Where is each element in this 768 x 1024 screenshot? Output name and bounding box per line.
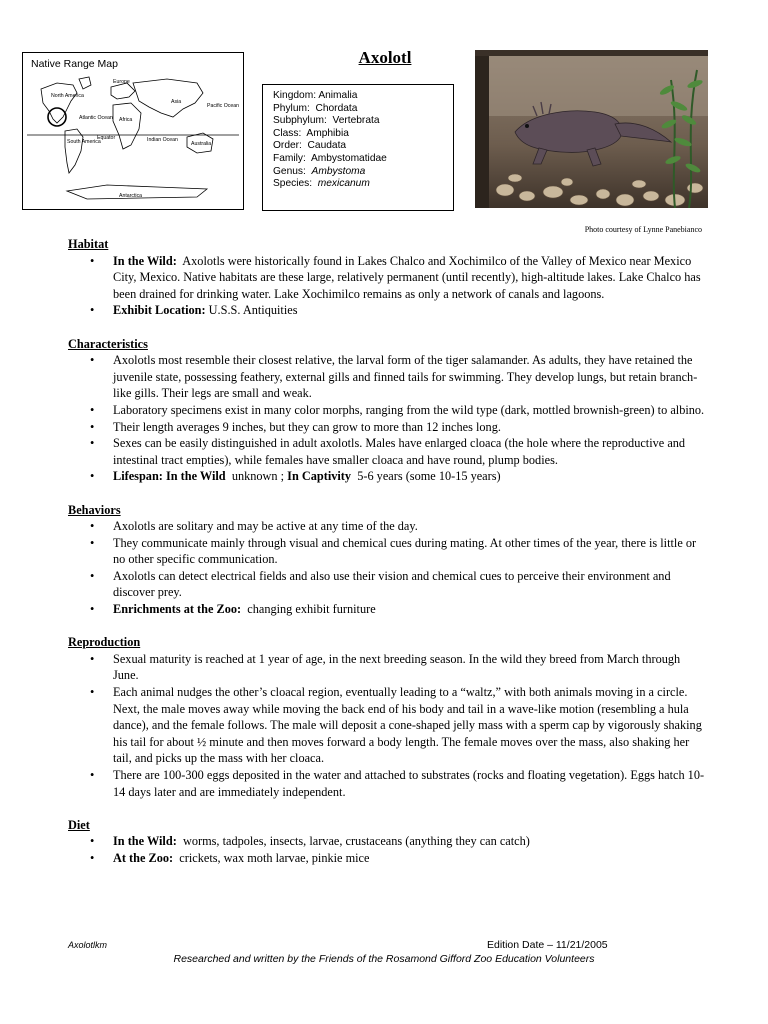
fact-sheet-body [68,236,708,883]
map-label-atlantic-ocean: Atlantic Ocean [79,115,113,121]
document-code: Axolotlkm [68,940,108,950]
africa-shape [113,103,141,149]
map-label-europe: Europe [113,79,130,85]
axolotl-photo [475,50,708,208]
habitat-exhibit-item: • Exhibit Location: U.S.S. Antiquities [68,302,708,319]
taxonomy-box [262,84,454,211]
taxonomy-row-class: Class: Amphibia [273,127,349,139]
heading-habitat: Habitat [68,237,109,251]
taxonomy-row-genus: Genus: Ambystoma [273,165,366,177]
diet-wild-item: • In the Wild: worms, tadpoles, insects, larvae, crustaceans (anything they can catch) [68,833,708,850]
south-america-shape [65,129,83,173]
taxonomy-row-order: Order: Caudata [273,140,347,152]
list-item: • Sexual maturity is reached at 1 year of age, in the next breeding season. In the wild they breed from March through June. [68,651,708,684]
heading-diet: Diet [68,817,90,832]
map-label-equator: Equator [97,135,116,141]
section-reproduction [68,634,708,800]
map-title: Native Range Map [31,58,118,70]
page-title: Axolotl [358,48,412,67]
diet-zoo-item: • At the Zoo: crickets, wax moth larvae, pinkie mice [68,850,708,867]
list-item: • Axolotls are solitary and may be active at any time of the day. [68,518,708,535]
list-item: • Their length averages 9 inches, but they can grow to more than 12 inches long. [68,419,708,436]
section-characteristics [68,336,708,485]
map-label-asia: Asia [171,99,182,105]
taxonomy-row-family: Family: Ambystomatidae [273,152,387,164]
list-item: • They communicate mainly through visual and chemical cues during mating. At other times of the year, there is little or no other specific communication. [68,535,708,568]
map-label-africa: Africa [119,117,133,123]
europe-shape [111,83,135,99]
lifespan-item: • Lifespan: In the Wild unknown ; In Captivity 5-6 years (some 10-15 years) [68,468,708,485]
list-item: • Each animal nudges the other’s cloacal region, eventually leading to a “waltz,” with both animals moving in a circle. Next, the male moves away while moving the back end of his body and tail in a wave-like motion (resembling a hula dance), and the female follows. The male will deposit a cone-shaped jelly mass with a sperm cap by vigorously shaking his tail for about ½ minute and then moves forward a body length. The female moves over the mass, also shaking her tail, and picks up the mass with her cloaca. [68,684,708,767]
photo-credit: Photo courtesy of Lynne Panebianco [584,225,702,234]
taxonomy-row-phylum: Phylum: Chordata [273,102,358,114]
heading-characteristics: Characteristics [68,336,148,351]
edition-date: Edition Date – 11/21/2005 [487,939,608,951]
list-item: • Axolotls most resemble their closest relative, the larval form of the tiger salamander. As adults, they have retained the juvenile state, possessing feathery, external gills and finned tails for swimming. They develop lungs, but retain branch-like gills. Their legs are small and weak. [68,352,708,402]
heading-behaviors: Behaviors [68,502,121,517]
section-behaviors [68,502,708,618]
map-label-indian-ocean: Indian Ocean [147,137,178,143]
greenland-shape [79,77,91,89]
asia-shape [133,79,203,117]
heading-reproduction: Reproduction [68,635,141,650]
enrichment-item: • Enrichments at the Zoo: changing exhibit furniture [68,601,708,618]
list-item: • Sexes can be easily distinguished in adult axolotls. Males have enlarged cloaca (the hole where the reproductive and intestinal tract empties), while females have smaller cloaca and have round, plump bodies. [68,435,708,468]
map-label-north-america: North America [51,93,84,99]
list-item: • Axolotls can detect electrical fields and also use their vision and chemical cues to perceive their environment and discover prey. [68,568,708,601]
taxonomy-row-kingdom: Kingdom: Animalia [273,90,358,101]
taxonomy-row-subphylum: Subphylum: Vertebrata [273,115,380,127]
habitat-wild-item: • In the Wild: Axolotls were historically found in Lakes Chalco and Xochimilco of the Valley of Mexico near Mexico City, Mexico. Native habitats are these large, relatively permanent (until recently), high-altitude lakes. Lake Chalco has been drained for drinking water. Lake Xochimilco remains as only a network of canals and lagoons. [68,253,708,303]
taxonomy-row-species: Species: mexicanum [273,178,370,190]
north-america-shape [41,83,77,123]
map-label-south-america: South America [67,139,101,145]
list-item: • There are 100-300 eggs deposited in the water and attached to substrates (rocks and floating vegetation). Eggs hatch 10-14 days later and are immediately independent. [68,767,708,800]
map-label-antarctica: Antarctica [119,193,143,199]
footer-credit: Researched and written by the Friends of the Rosamond Gifford Zoo Education Volunteers [173,953,595,965]
map-label-pacific-ocean: Pacific Ocean [207,103,239,109]
section-habitat [68,236,708,319]
section-diet [68,817,708,867]
world-map-illustration [27,73,239,207]
native-range-map [22,52,244,210]
map-label-australia: Australia [191,141,212,147]
list-item: • Laboratory specimens exist in many color morphs, ranging from the wild type (dark, mottled brownish-green) to albino. [68,402,708,419]
